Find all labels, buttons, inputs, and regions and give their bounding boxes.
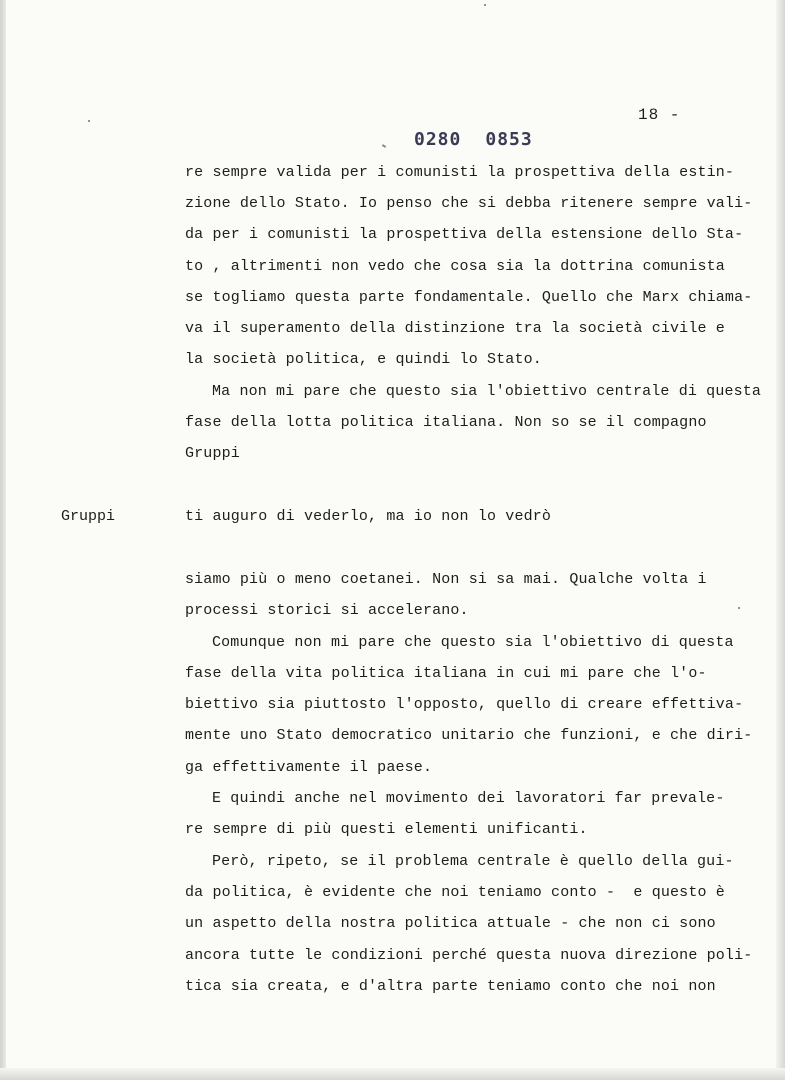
- archive-stamp: [414, 129, 533, 150]
- text-line: to , altrimenti non vedo che cosa sia la dottrina comunista: [185, 258, 725, 275]
- scan-dot: [484, 4, 486, 6]
- page-number: 18 -: [638, 106, 681, 124]
- scan-bottom-edge: [0, 1068, 785, 1080]
- stamp-number-right: 0853: [485, 129, 533, 150]
- text-line: processi storici si accelerano.: [185, 602, 469, 619]
- text-line: se togliamo questa parte fondamentale. Quello che Marx chiama-: [185, 289, 753, 306]
- text-line: fase della vita politica italiana in cui mi pare che l'o-: [185, 665, 707, 682]
- text-line: ga effettivamente il paese.: [185, 759, 433, 776]
- scan-dot: [738, 607, 740, 609]
- typewritten-page: [6, 0, 780, 1072]
- text-line: fase della lotta politica italiana. Non so se il compagno: [185, 414, 707, 431]
- text-line: biettivo sia piuttosto l'opposto, quello di creare effettiva-: [185, 696, 744, 713]
- text-line: zione dello Stato. Io penso che si debba ritenere sempre vali-: [185, 195, 753, 212]
- text-line: ancora tutte le condizioni perché questa nuova direzione poli-: [185, 947, 753, 964]
- text-line: mente uno Stato democratico unitario che funzioni, e che diri-: [185, 727, 753, 744]
- text-line: re sempre di più questi elementi unificanti.: [185, 821, 588, 838]
- text-line: re sempre valida per i comunisti la prospettiva della estin-: [185, 164, 735, 181]
- text-line: da politica, è evidente che noi teniamo conto - e questo è: [185, 884, 725, 901]
- text-line: Ma non mi pare che questo sia l'obiettivo centrale di questa: [212, 383, 762, 400]
- scan-right-edge: [776, 0, 785, 1080]
- text-line: tica sia creata, e d'altra parte teniamo conto che noi non: [185, 978, 716, 995]
- text-line: un aspetto della nostra politica attuale - che non ci sono: [185, 915, 716, 932]
- text-line: siamo più o meno coetanei. Non si sa mai. Qualche volta i: [185, 571, 707, 588]
- text-line: da per i comunisti la prospettiva della estensione dello Sta-: [185, 226, 744, 243]
- scan-dot: [88, 120, 90, 122]
- text-line: E quindi anche nel movimento dei lavoratori far prevale-: [212, 790, 725, 807]
- text-line: Gruppi: [185, 445, 240, 462]
- speaker-name: Gruppi: [61, 508, 116, 525]
- text-line: la società politica, e quindi lo Stato.: [185, 351, 542, 368]
- speaker-remark: ti auguro di vederlo, ma io non lo vedrò: [185, 508, 552, 525]
- stamp-number-left: 0280: [414, 129, 462, 150]
- text-line: va il superamento della distinzione tra la società civile e: [185, 320, 725, 337]
- text-line: Comunque non mi pare che questo sia l'obiettivo di questa: [212, 634, 734, 651]
- text-line: Però, ripeto, se il problema centrale è quello della gui-: [212, 853, 734, 870]
